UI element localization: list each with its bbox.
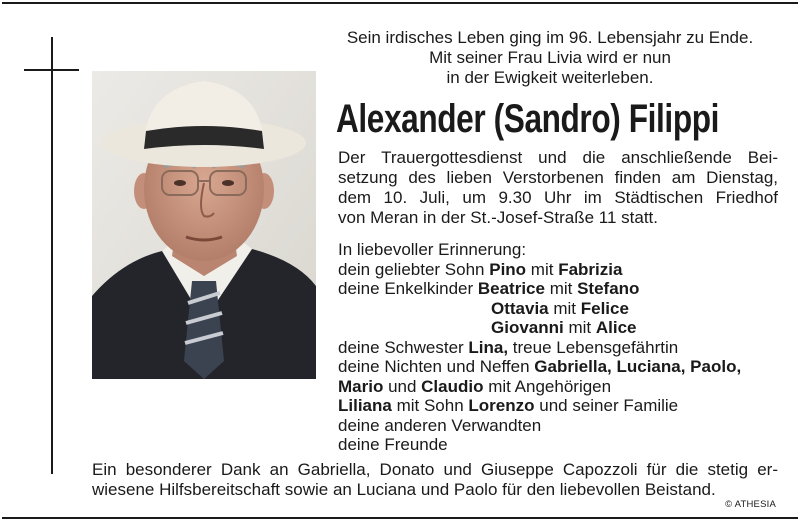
intro-line: in der Ewigkeit weiterleben. <box>446 68 654 87</box>
service-line: von Meran in der St.-Josef-Straße 11 statt. <box>338 208 658 227</box>
relation-label: dein geliebter Sohn <box>338 259 490 279</box>
connector-text: mit Sohn <box>391 396 469 415</box>
mourner-name: Claudio <box>421 376 484 396</box>
service-announcement <box>338 148 778 228</box>
mourner-name: Beatrice <box>477 279 545 298</box>
mourner-name: Fabrizia <box>558 259 623 279</box>
obituary-notice <box>2 2 798 519</box>
service-line: dem 10. Juli, um 9.30 Uhr im Städtischen Friedhof <box>338 188 778 207</box>
connector-text: mit <box>548 298 581 318</box>
deceased-name: Alexander (Sandro) Filippi <box>336 97 720 141</box>
mourner-son <box>338 260 788 280</box>
relation-label: deine Enkelkinder <box>338 279 478 298</box>
mourner-name: Felice <box>580 298 629 318</box>
relation-label: deine Nichten und Neffen <box>338 357 535 376</box>
relation-label: treue Lebensgefährtin <box>508 337 679 357</box>
mourner-name: Alice <box>595 318 637 337</box>
mourner-nieces <box>338 377 788 397</box>
thanks-line: wiesene Hilfsbereitschaft sowie an Luciana und Paolo für den liebevollen Beistand. <box>92 480 716 499</box>
mourner-grandchild <box>338 299 788 319</box>
relation-label: und seiner Familie <box>534 396 679 415</box>
mourner-sister <box>338 338 788 358</box>
mourner-grandchild <box>338 318 788 338</box>
cross-vertical-bar <box>51 37 53 474</box>
mourners-heading: In liebevoller Erinnerung: <box>338 240 527 259</box>
mourner-name: Pino <box>489 259 527 279</box>
mourner-name: Giovanni <box>491 318 564 337</box>
relation-label: mit Angehörigen <box>483 376 612 396</box>
mourner-name: Liliana <box>338 396 392 415</box>
mourner-grandchild <box>338 279 788 299</box>
service-line: Der Trauergottesdienst und die anschließende Bei- <box>338 148 778 167</box>
mourner-name: Gabriella, Luciana, Paolo, <box>534 357 742 376</box>
mourner-nieces <box>338 357 788 377</box>
mourner-relatives: deine anderen Verwandten <box>338 415 542 435</box>
mourner-name: Lina, <box>468 337 509 357</box>
connector-text: mit <box>526 259 559 279</box>
connector-text: und <box>383 376 422 396</box>
copyright-label: © ATHESIA <box>725 499 776 510</box>
mourner-name: Lorenzo <box>468 396 535 415</box>
service-line: setzung des lieben Verstorbenen finden am Dienstag, <box>338 168 778 187</box>
mourner-name: Mario <box>338 376 384 396</box>
thanks-line: Ein besonderer Dank an Gabriella, Donato und Giuseppe Capozzoli für die stetig er- <box>92 460 778 479</box>
connector-text: mit <box>563 318 596 337</box>
intro-line: Sein irdisches Leben ging im 96. Lebensjahr zu Ende. <box>346 28 754 47</box>
intro-line: Mit seiner Frau Livia wird er nun <box>429 48 671 67</box>
mourner-name: Stefano <box>577 279 640 298</box>
portrait-photo <box>92 71 316 379</box>
mourner-name: Ottavia <box>491 298 549 318</box>
mourner-liliana <box>338 396 788 416</box>
connector-text: mit <box>544 279 578 298</box>
mourners-list <box>338 240 788 455</box>
relation-label: deine Schwester <box>338 337 469 357</box>
intro-text <box>322 28 778 88</box>
mourner-friends: deine Freunde <box>338 435 448 454</box>
cross-horizontal-bar <box>24 69 79 71</box>
thanks-text <box>92 460 778 500</box>
